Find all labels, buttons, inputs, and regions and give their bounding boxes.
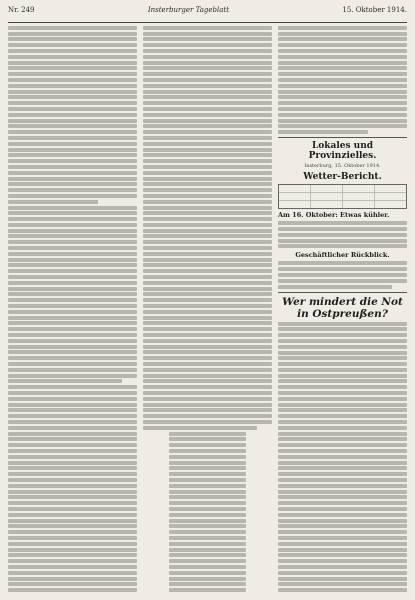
section-heading-east-prussia: Wer mindert die Not in Ostpreußen? (282, 295, 403, 320)
newspaper-name: Insterburger Tageblatt (147, 6, 230, 14)
section-heading-business: Geschäftlicher Rückblick. (295, 251, 390, 260)
weather-forecast: Am 16. Oktober: Etwas kühler. (278, 211, 390, 220)
column-right (278, 24, 407, 594)
issue-date: 15. Oktober 1914. (342, 6, 407, 14)
poem-block (143, 432, 272, 594)
weather-table (278, 184, 407, 209)
issue-number: Nr. 249 (8, 6, 35, 14)
page-header (8, 6, 407, 23)
section-heading-weather: Wetter-Bericht. (303, 172, 382, 183)
section-subline: Insterburg, 15. Oktober 1914. (304, 163, 381, 170)
column-left (8, 24, 137, 594)
section-heading-local-news: Lokales und Provinzielles. (308, 141, 377, 162)
column-middle (143, 24, 272, 594)
columns (8, 24, 407, 594)
